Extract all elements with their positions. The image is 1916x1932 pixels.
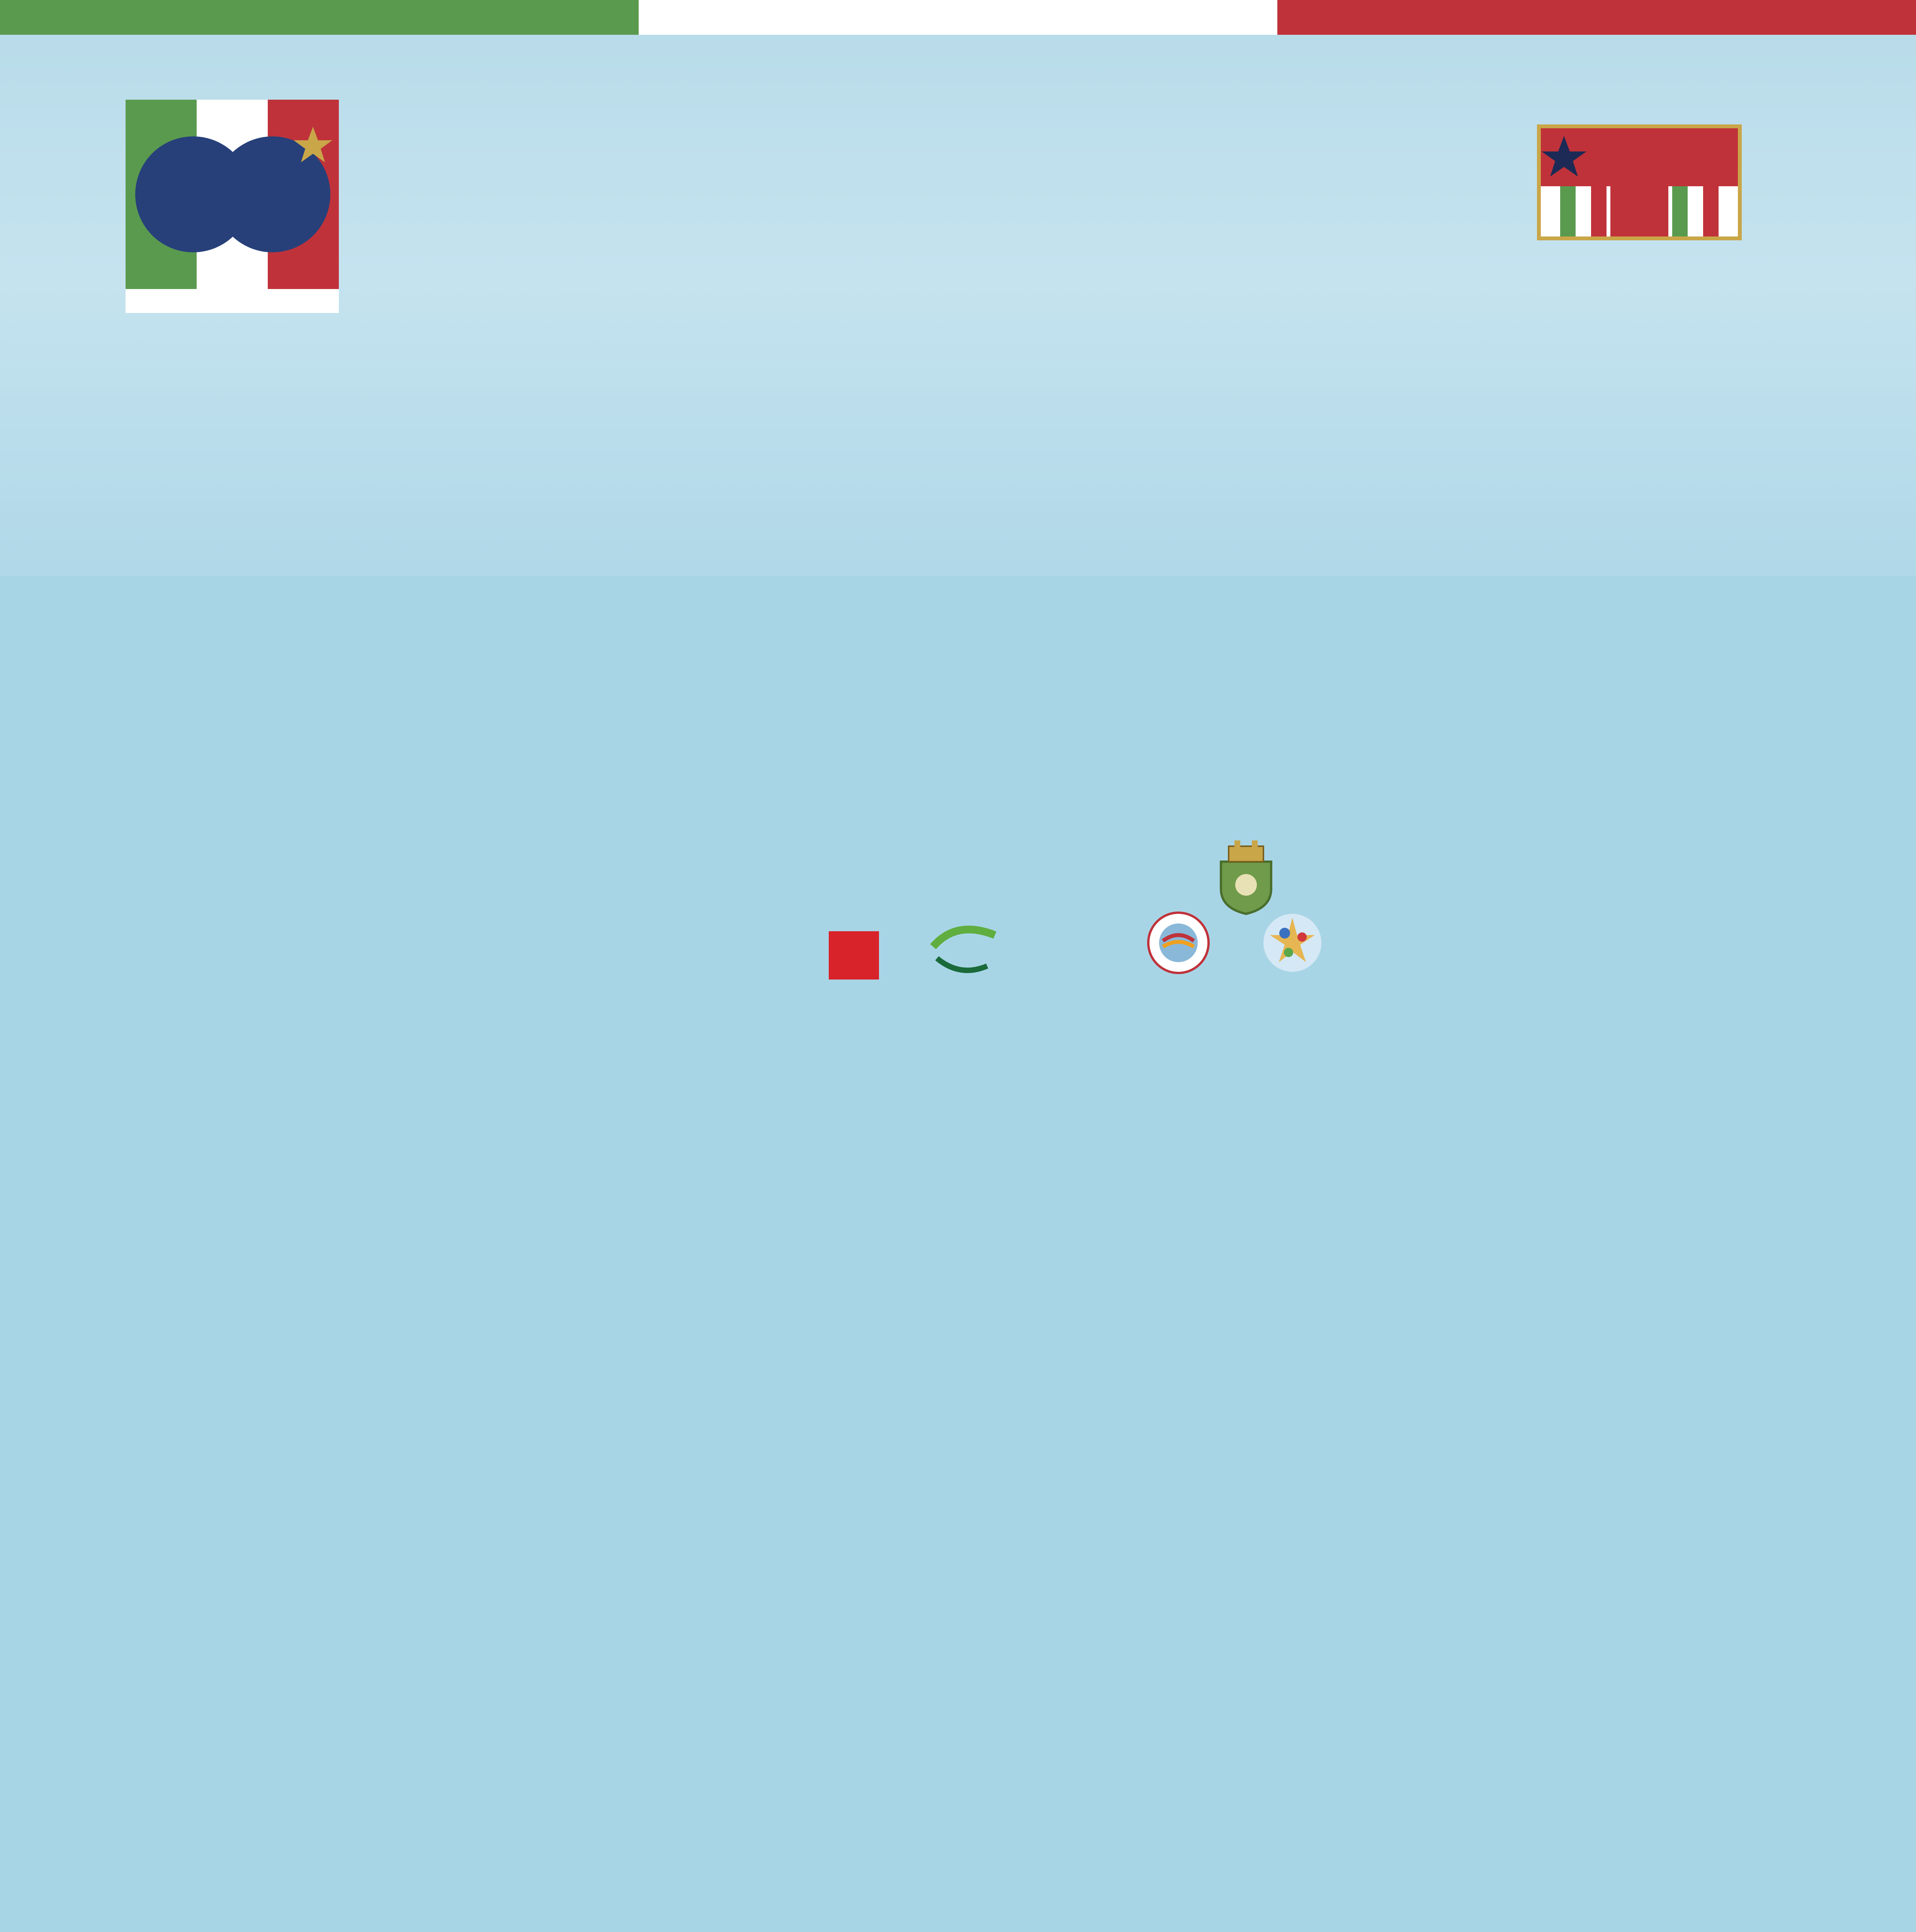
main-title [398, 104, 1188, 290]
repubblica-80-logo [126, 100, 339, 313]
association-circle-logo [1146, 910, 1211, 976]
event-date-time [0, 649, 1916, 707]
menu-meat-line [0, 1354, 1916, 1401]
italian-flag-stripe-top [0, 0, 1916, 35]
menu-meat-line [0, 1308, 1916, 1354]
event-address [0, 771, 1916, 817]
lunch-title [0, 997, 1916, 1144]
auser-logo [925, 916, 1099, 981]
menu-meat-title [0, 1248, 1916, 1302]
circolo-arcobaleno-logo [1261, 910, 1439, 976]
menu-veg-line [0, 1557, 1916, 1604]
medolla-crest-icon [1213, 838, 1279, 916]
cgil-spi-logo [827, 908, 881, 981]
anpi-section-name [1537, 255, 1788, 282]
menu-veg-line [0, 1604, 1916, 1650]
prepared-by [0, 1153, 1916, 1200]
menu-dessert-line [0, 1762, 1916, 1808]
anpi-logo [1537, 124, 1742, 240]
menu-dessert-title [0, 1704, 1916, 1758]
menu-drinks-wine [0, 1930, 1916, 1932]
menu-veg-title [0, 1499, 1916, 1553]
menu-meat-line [0, 1401, 1916, 1447]
event-venue [0, 719, 1916, 765]
menu-drinks-water [0, 1861, 1916, 1915]
